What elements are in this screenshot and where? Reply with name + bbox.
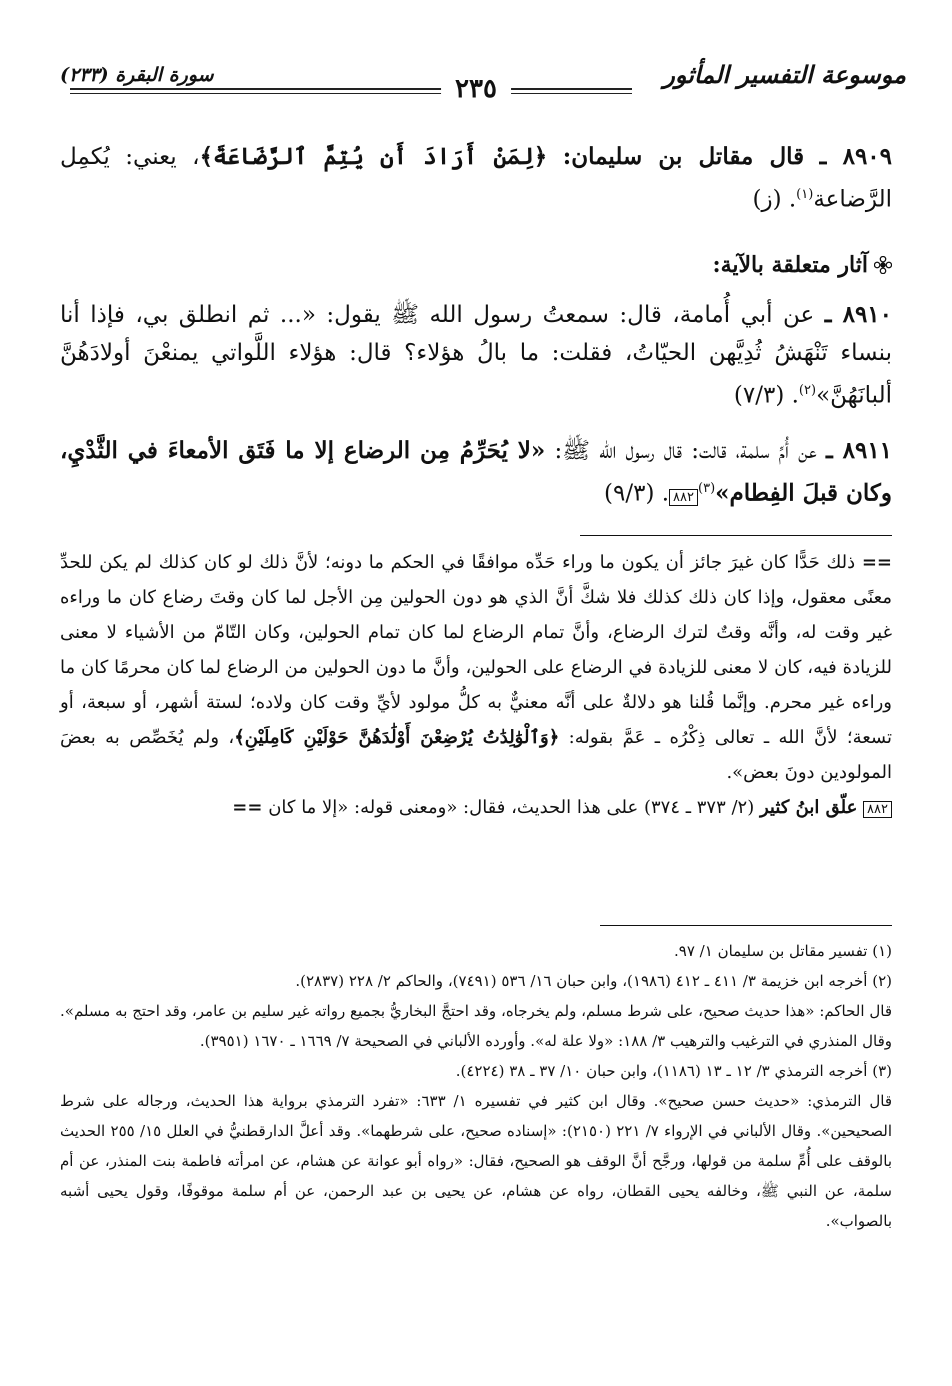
entry-number: ٨٩١٠ ـ xyxy=(824,301,893,328)
section-title: آثار متعلقة بالآية: xyxy=(712,252,868,278)
continuation-mark: == xyxy=(232,797,263,818)
entry-text: ، يعني: يُكمِل الرَّضاعة xyxy=(60,144,892,213)
commentary-text: ذلك حَدًّا كان غيرَ جائز أن يكون ما وراء حَدِّه موافقًا في الحكم ما دونه؛ لأنَّ ذلك لو كان كذلك لم يكن للحدِّ معنًى معقول، وإذا كان ذلك كذلك فلا شكَّ أنَّ الذي هو دون الحولين مِن الأجل لما كان وقتَ رضاع كان ما وراءه غير وقت له، وأنَّه وقتٌ لترك الرضاع، وأنَّ تمام الرضاع لما كان تمام الحولين، وكان التّامّ من الأشياء لا معنى للزيادة فيه، كان لا معنى للزيادة في الرضاع على الحولين، وأنَّ ما دون الحولين من الرضاع لما كان محرمًا كان ما وراءه غير محرم. وإنَّما قُلنا هو دلالةٌ على أنَّه معنيٌّ به كلُّ مولود لأيِّ وقت كان ولاده؛ لستة أشهر، أو سبعة، أو تسعة؛ لأنَّ الله ـ تعالى ذِكْرُه ـ عَمَّ بقوله: xyxy=(60,552,892,748)
continuation-mark: == xyxy=(861,552,892,573)
entry-tail: . (٩/٣) xyxy=(603,480,670,507)
entry-text: عن أبي أُمامة، قال: سمعتُ رسول الله ﷺ يقول: «... ثم انطلق بي، فإذا أنا بنساء تَنْهَشُ ثُدِيَّهن الحيّاتُ، فقلت: ما بالُ هؤلاء؟ قال: هؤلاء اللَّواتي يمنعْنَ أولادَهُنَّ ألبانَهُنَّ» xyxy=(60,302,892,409)
footnote-ref: (١) xyxy=(796,187,814,202)
quran-verse: ﴿وَٱلْوَٰلِدَٰتُ يُرْضِعْنَ أَوْلَٰدَهُنَّ حَوْلَيْنِ كَامِلَيْنِ﴾ xyxy=(234,727,560,748)
entry-number: ٨٩١١ ـ xyxy=(826,437,893,464)
footnote-divider xyxy=(600,925,892,926)
surah-label: سورة البقرة (٢٣٣) xyxy=(60,64,214,86)
commentary-text: ، ولم يُخَصِّص به بعضَ المولودين دونَ بعض». xyxy=(60,727,892,783)
commentary-bold: علّق ابنُ كثير xyxy=(759,797,858,818)
commentary-ref-box: ٨٨٢ xyxy=(669,489,698,506)
hadith-text: «لا يُحَرِّمُ مِن الرضاع إلا ما فَتَق الأمعاءَ في الثَّدْيِ، وكان قبلَ الفِطام» xyxy=(60,437,892,507)
entry-8910 xyxy=(60,296,892,415)
entry-number: ٨٩٠٩ ـ xyxy=(819,143,893,170)
page-header xyxy=(40,52,912,130)
entry-text: عن أُمِّ سلمة، قالت: قال رسول الله ﷺ: xyxy=(554,438,817,464)
page-number: ٢٣٥ xyxy=(441,74,511,104)
footnotes xyxy=(60,936,892,1236)
entry-8911 xyxy=(60,432,892,517)
entry-text: قال مقاتل بن سليمان: xyxy=(562,143,805,170)
footnote: قال الترمذي: «حديث حسن صحيح». وقال ابن كثير في تفسيره ١/ ٦٣٣: «تفرد الترمذي برواية هذا الحديث، ورجاله على شرط الصحيحين». وقال الألباني في الإرواء ٧/ ٢٢١ (٢١٥٠): «إسناده صحيح، على شرطهما». وقد أعلَّ الدارقطنيُّ في العلل ١٥/ ٢٥٥ الحديث بالوقف على أُمِّ سلمة من قولها، ورجَّح أنَّ الوقف هو الصحيح، فقال: «رواه أبو عوانة عن هشام، عن امرأته فاطمة بنت المنذر، عن أم سلمة، عن النبي ﷺ، وخالفه يحيى القطان، رواه عن هشام، عن يحيى بن عبد الرحمن، عن أم سلمة موقوفًا، وقول يحيى أشبه بالصواب». xyxy=(60,1092,892,1230)
footnote-ref: (٣) xyxy=(698,481,716,496)
header-rule xyxy=(70,88,632,90)
commentary xyxy=(60,545,892,827)
quran-verse: ﴿لِمَنْ أَرَادَ أَن يُتِمَّ ٱلرَّضَاعَةَ﴾ xyxy=(199,143,548,170)
entry-tail: . (٧/٣) xyxy=(733,382,799,409)
footnote: قال الحاكم: «هذا حديث صحيح، على شرط مسلم، ولم يخرجاه، وقد احتجَّ البخاريُّ بجميع رواته غير سليم بن عامر، وقد احتج به مسلم». وقال المنذري في الترغيب والترهيب ٣/ ١٨٨: «ولا علة له». وأورده الألباني في الصحيحة ٧/ ١٦٦٩ ـ ١٦٧٠ (٣٩٥١). xyxy=(60,1002,892,1050)
section-heading xyxy=(60,252,892,278)
commentary-text: (٢/ ٣٧٣ ـ ٣٧٤) على هذا الحديث، فقال: «ومعنى قوله: «إلا ما كان xyxy=(268,797,755,818)
entry-tail: . (ز) xyxy=(752,186,797,213)
footnote: (٢) أخرجه ابن خزيمة ٣/ ٤١١ ـ ٤١٢ (١٩٨٦)، وابن حبان ١٦/ ٥٣٦ (٧٤٩١)، والحاكم ٢/ ٢٢٨ (٢٨٣٧). xyxy=(295,972,892,990)
footnote: (١) تفسير مقاتل بن سليمان ١/ ٩٧. xyxy=(674,942,892,960)
entry-8909 xyxy=(60,138,892,219)
flower-icon xyxy=(874,256,892,274)
commentary-divider xyxy=(580,535,892,536)
footnote-ref: (٢) xyxy=(798,383,817,398)
commentary-ref-box: ٨٨٢ xyxy=(863,801,892,818)
footnote: (٣) أخرجه الترمذي ٣/ ١٢ ـ ١٣ (١١٨٦)، وابن حبان ١٠/ ٣٧ ـ ٣٨ (٤٢٢٤). xyxy=(455,1062,892,1080)
book-title: موسوعة التفسير المأثور xyxy=(663,60,906,89)
